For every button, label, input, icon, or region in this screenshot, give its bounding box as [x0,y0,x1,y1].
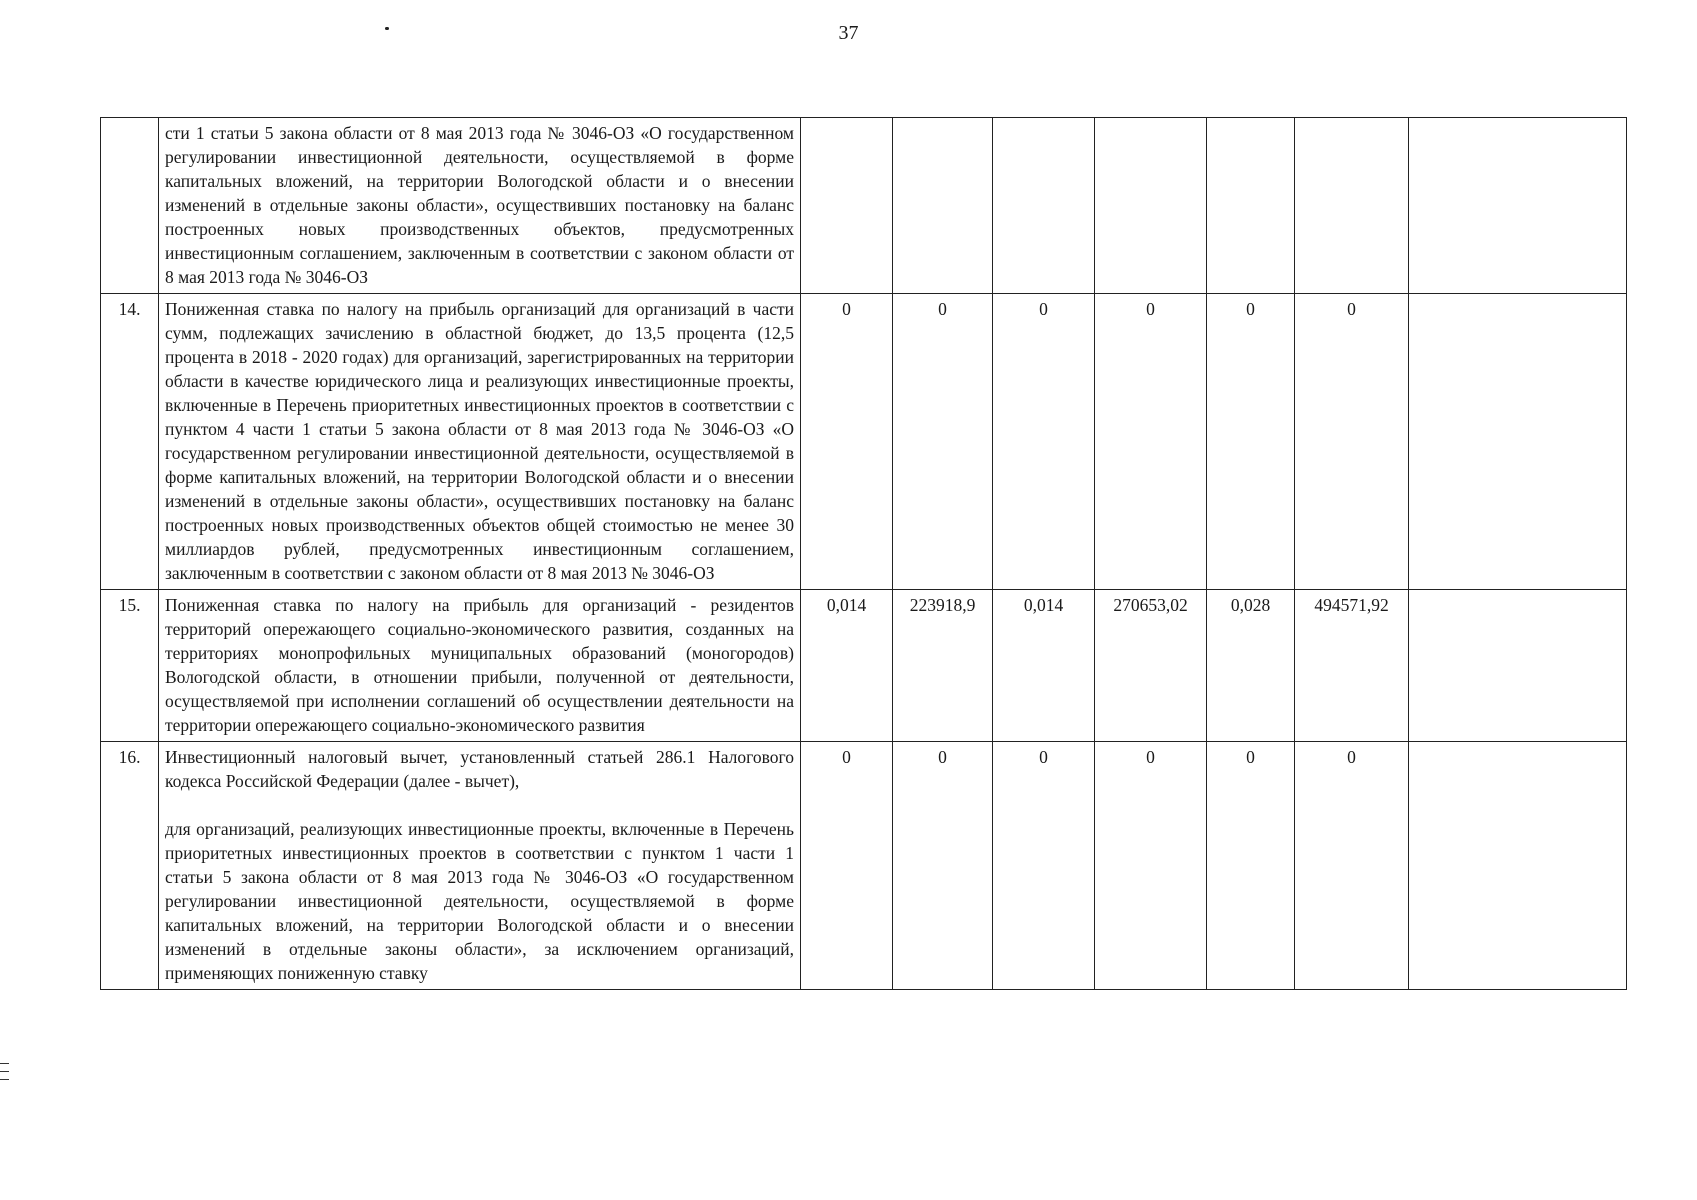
table-row [101,118,1627,294]
value-cell-4: 0 [1095,742,1207,990]
value-cell-1 [801,118,893,294]
value-cell-5: 0 [1207,742,1295,990]
value-cell-1: 0 [801,294,893,590]
value-cell-5: 0 [1207,294,1295,590]
description-paragraph: Инвестиционный налоговый вычет, установленный статьей 286.1 Налогового кодекса Российской Федерации (далее - вычет), [165,747,794,791]
value-cell-4: 0 [1095,294,1207,590]
value-cell-5 [1207,118,1295,294]
value-cell-3 [993,118,1095,294]
row-number: 14. [101,294,159,590]
row-number: 15. [101,590,159,742]
benefit-description [159,118,801,294]
benefit-description [159,590,801,742]
notes-cell [1409,590,1627,742]
value-cell-6: 0 [1295,742,1409,990]
table-row [101,742,1627,990]
value-cell-4 [1095,118,1207,294]
value-cell-6 [1295,118,1409,294]
table-row [101,294,1627,590]
description-paragraph: Пониженная ставка по налогу на прибыль для организаций - резидентов территорий опережающего социально-экономического развития, созданных на территориях монопрофильных муниципальных образований (моногородов) Вологодской области, в отношении прибыли, полученной от деятельности, осуществляемой при исполнении соглашений об осуществлении деятельности на территории опережающего социально-экономического развития [165,595,794,735]
value-cell-2 [893,118,993,294]
benefit-description [159,294,801,590]
row-number: 16. [101,742,159,990]
margin-marks [0,1063,9,1087]
value-cell-2: 0 [893,294,993,590]
tax-benefits-table [100,117,1627,990]
row-number [101,118,159,294]
benefit-description [159,742,801,990]
page-number: 37 [838,22,859,44]
notes-cell [1409,294,1627,590]
notes-cell [1409,742,1627,990]
value-cell-3: 0 [993,742,1095,990]
description-paragraph: для организаций, реализующих инвестиционные проекты, включенные в Перечень приоритетных инвестиционных проектов в соответствии с пунктом 1 части 1 статьи 5 закона области от 8 мая 2013 года № 3046-ОЗ «О государственном регулировании инвестиционной деятельности, осуществляемой в форме капитальных вложений, на территории Вологодской области и о внесении изменений в отдельные законы области», за исключением организаций, применяющих пониженную ставку [165,819,794,983]
value-cell-2: 223918,9 [893,590,993,742]
value-cell-6: 494571,92 [1295,590,1409,742]
notes-cell [1409,118,1627,294]
value-cell-3: 0 [993,294,1095,590]
value-cell-5: 0,028 [1207,590,1295,742]
value-cell-3: 0,014 [993,590,1095,742]
table-row [101,590,1627,742]
value-cell-6: 0 [1295,294,1409,590]
description-paragraph: сти 1 статьи 5 закона области от 8 мая 2013 года № 3046-ОЗ «О государственном регулировании инвестиционной деятельности, осуществляемой в форме капитальных вложений, на территории Вологодской области и о внесении изменений в отдельные законы области», осуществивших постановку на баланс построенных новых производственных объектов, предусмотренных инвестиционным соглашением, заключенным в соответствии с законом области от 8 мая 2013 года № 3046-ОЗ [165,123,794,287]
value-cell-4: 270653,02 [1095,590,1207,742]
description-paragraph: Пониженная ставка по налогу на прибыль организаций для организаций в части сумм, подлежащих зачислению в областной бюджет, до 13,5 процента (12,5 процента в 2018 - 2020 годах) для организаций, зарегистрированных на территории области в качестве юридического лица и реализующих инвестиционные проекты, включенные в Перечень приоритетных инвестиционных проектов в соответствии с пунктом 4 части 1 статьи 5 закона области от 8 мая 2013 года № 3046-ОЗ «О государственном регулировании инвестиционной деятельности, осуществляемой в форме капитальных вложений, на территории Вологодской области и о внесении изменений в отдельные законы области», осуществивших постановку на баланс построенных новых производственных объектов общей стоимостью не менее 30 миллиардов рублей, предусмотренных инвестиционным соглашением, заключенным в соответствии с законом области от 8 мая 2013 № 3046-ОЗ [165,299,794,583]
value-cell-1: 0,014 [801,590,893,742]
value-cell-1: 0 [801,742,893,990]
value-cell-2: 0 [893,742,993,990]
